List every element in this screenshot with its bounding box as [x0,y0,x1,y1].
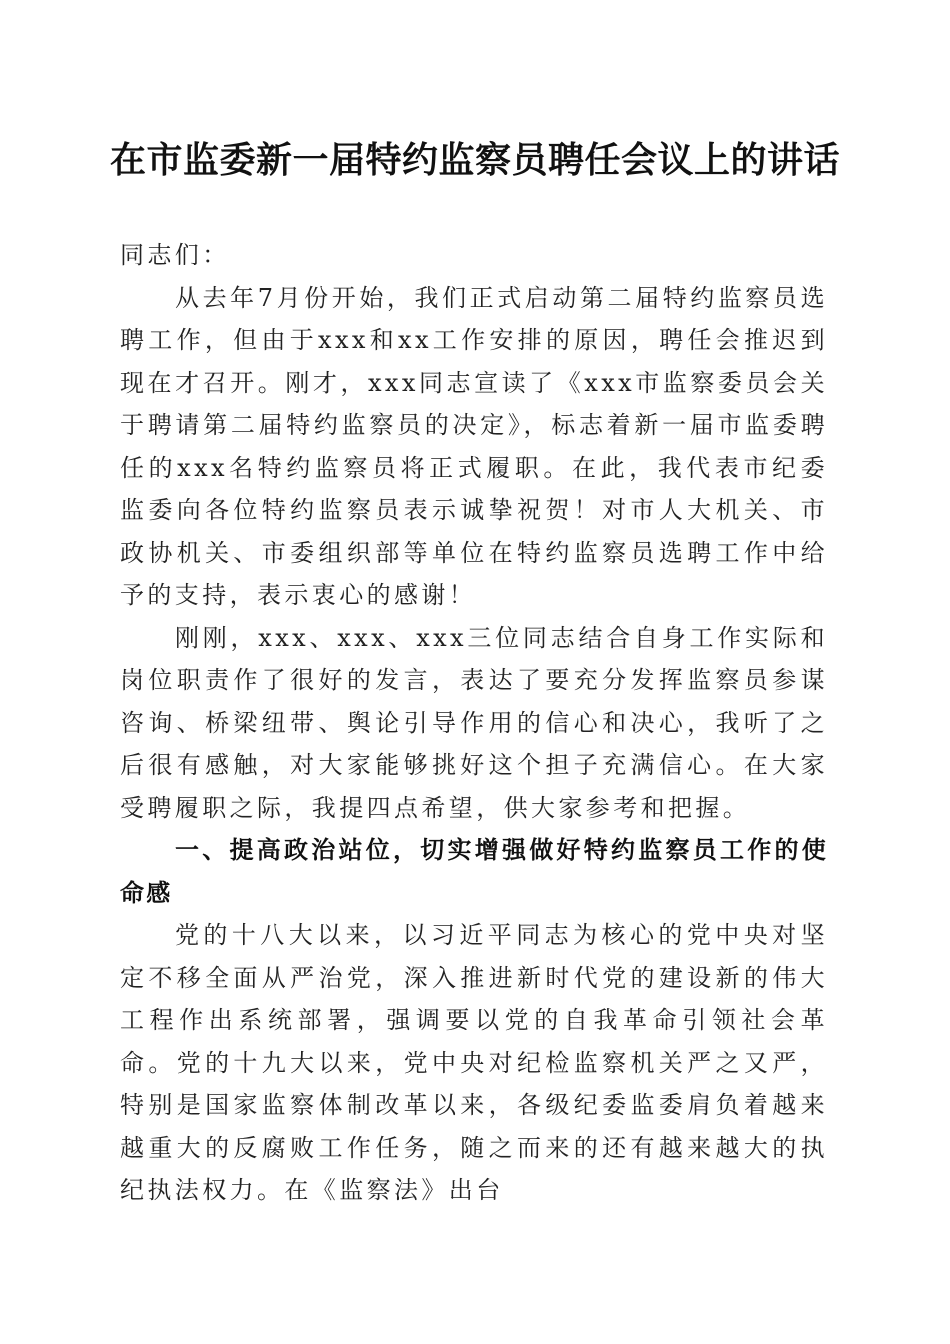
paragraph-opening: 从去年7月份开始，我们正式启动第二届特约监察员选聘工作，但由于xxx和xx工作安排的原因，聘任会推迟到现在才召开。刚才，xxx同志宣读了《xxx市监察委员会关于聘请第二届特约监察员的决定》，标志着新一届市监委聘任的xxx名特约监察员将正式履职。在此，我代表市纪委监委向各位特约监察员表示诚挚祝贺！对市人大机关、市政协机关、市委组织部等单位在特约监察员选聘工作中给予的支持，表示衷心的感谢！ [120,283,828,609]
paragraph-section-one: 党的十八大以来，以习近平同志为核心的党中央对坚定不移全面从严治党，深入推进新时代党的建设新的伟大工程作出系统部署，强调要以党的自我革命引领社会革命。党的十九大以来，党中央对纪检监察机关严之又严，特别是国家监察体制改革以来，各级纪委监委肩负着越来越重大的反腐败工作任务，随之而来的还有越来越大的执纪执法权力。在《监察法》出台 [120,921,828,1204]
document-title: 在市监委新一届特约监察员聘任会议上的讲话 [109,139,840,181]
paragraph-speeches: 刚刚，xxx、xxx、xxx三位同志结合自身工作实际和岗位职责作了很好的发言，表达了要充分发挥监察员参谋咨询、桥梁纽带、舆论引导作用的信心和决心，我听了之后很有感触，对大家能够挑好这个担子充满信心。在大家受聘履职之际，我提四点希望，供大家参考和把握。 [120,623,828,822]
salutation: 同志们： [120,241,230,269]
section-heading: 一、提高政治站位，切实增强做好特约监察员工作的使命感 [120,836,828,907]
document-body [120,234,828,1212]
